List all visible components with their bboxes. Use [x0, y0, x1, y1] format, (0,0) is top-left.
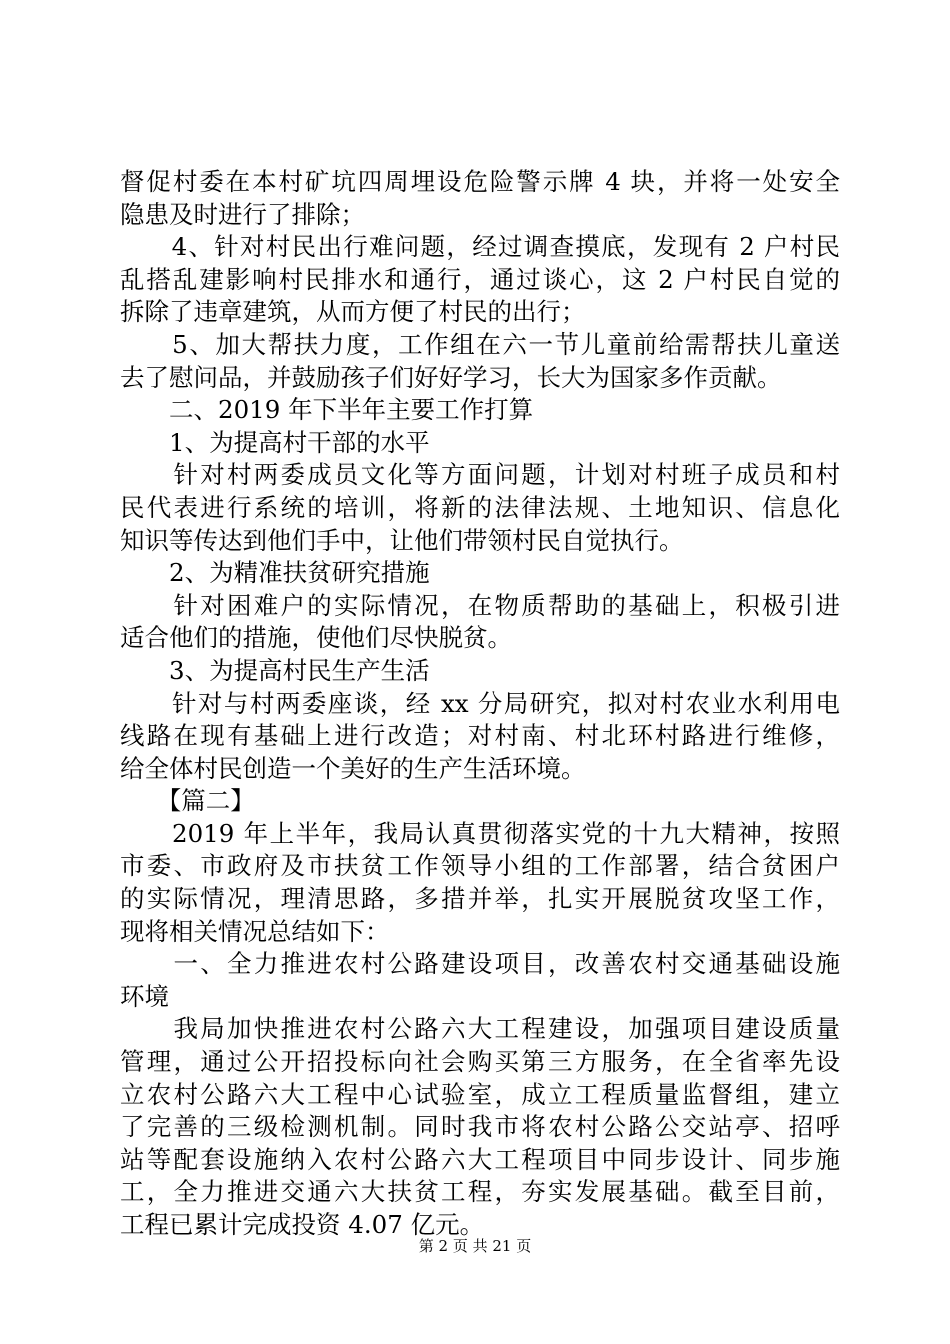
text-line: 督促村委在本村矿坑四周埋设危险警示牌 4 块，并将一处安全: [120, 167, 840, 196]
text-line: 工，全力推进交通六大扶贫工程，夯实发展基础。截至目前，: [120, 1177, 840, 1207]
subsection-heading: 1、为提高村干部的水平: [120, 427, 430, 457]
text-line: 去了慰问品，并鼓励孩子们好好学习，长大为国家多作贡献。: [120, 362, 782, 392]
text-line: 适合他们的措施，使他们尽快脱贫。: [120, 623, 512, 653]
text-line: 针对村两委成员文化等方面问题，计划对村班子成员和村: [120, 460, 840, 490]
text-line: 乱搭乱建影响村民排水和通行，通过谈心，这 2 户村民自觉的: [120, 264, 840, 294]
text-line: 针对与村两委座谈，经 xx 分局研究，拟对村农业水利用电: [120, 688, 840, 718]
text-line: 民代表进行系统的培训，将新的法律法规、土地知识、信息化: [120, 492, 840, 522]
text-line: 管理，通过公开招投标向社会购买第三方服务，在全省率先设: [120, 1047, 840, 1077]
part-heading: 【篇二】: [120, 786, 255, 816]
page-footer: 第 2 页 共 21 页: [418, 1237, 532, 1255]
text-line: 市委、市政府及市扶贫工作领导小组的工作部署，结合贫困户: [120, 851, 840, 881]
section-heading: 二、2019 年下半年主要工作打算: [120, 395, 534, 425]
text-line: 了完善的三级检测机制。同时我市将农村公路公交站亭、招呼: [120, 1112, 840, 1142]
subsection-heading: 2、为精准扶贫研究措施: [120, 558, 430, 588]
text-line: 现将相关情况总结如下：: [120, 916, 390, 946]
text-line: 知识等传达到他们手中，让他们带领村民自觉执行。: [120, 525, 684, 555]
text-line: 站等配套设施纳入农村公路六大工程项目中同步设计、同步施: [120, 1144, 840, 1174]
text-line: 我局加快推进农村公路六大工程建设，加强项目建设质量: [120, 1014, 840, 1044]
text-line: 给全体村民创造一个美好的生产生活环境。: [120, 753, 586, 783]
text-line: 的实际情况，理清思路，多措并举，扎实开展脱贫攻坚工作，: [120, 884, 840, 914]
text-line: 线路在现有基础上进行改造；对村南、村北环村路进行维修，: [120, 721, 840, 751]
subsection-heading: 3、为提高村民生产生活: [120, 655, 430, 685]
text-line: 拆除了违章建筑，从而方便了村民的出行；: [120, 297, 586, 327]
section-heading: 一、全力推进农村公路建设项目，改善农村交通基础设施: [120, 949, 840, 979]
text-line: 隐患及时进行了排除；: [120, 199, 365, 229]
section-heading: 环境: [120, 981, 169, 1011]
document-body: [120, 166, 840, 1242]
text-line: 4、针对村民出行难问题，经过调查摸底，发现有 2 户村民: [120, 232, 840, 262]
text-line: 5、加大帮扶力度，工作组在六一节儿童前给需帮扶儿童送: [120, 329, 840, 359]
text-line: 立农村公路六大工程中心试验室，成立工程质量监督组，建立: [120, 1079, 840, 1109]
text-line: 工程已累计完成投资 4.07 亿元。: [120, 1210, 485, 1239]
text-line: 2019 年上半年，我局认真贯彻落实党的十九大精神，按照: [120, 818, 840, 848]
text-line: 针对困难户的实际情况，在物质帮助的基础上，积极引进: [120, 590, 840, 620]
